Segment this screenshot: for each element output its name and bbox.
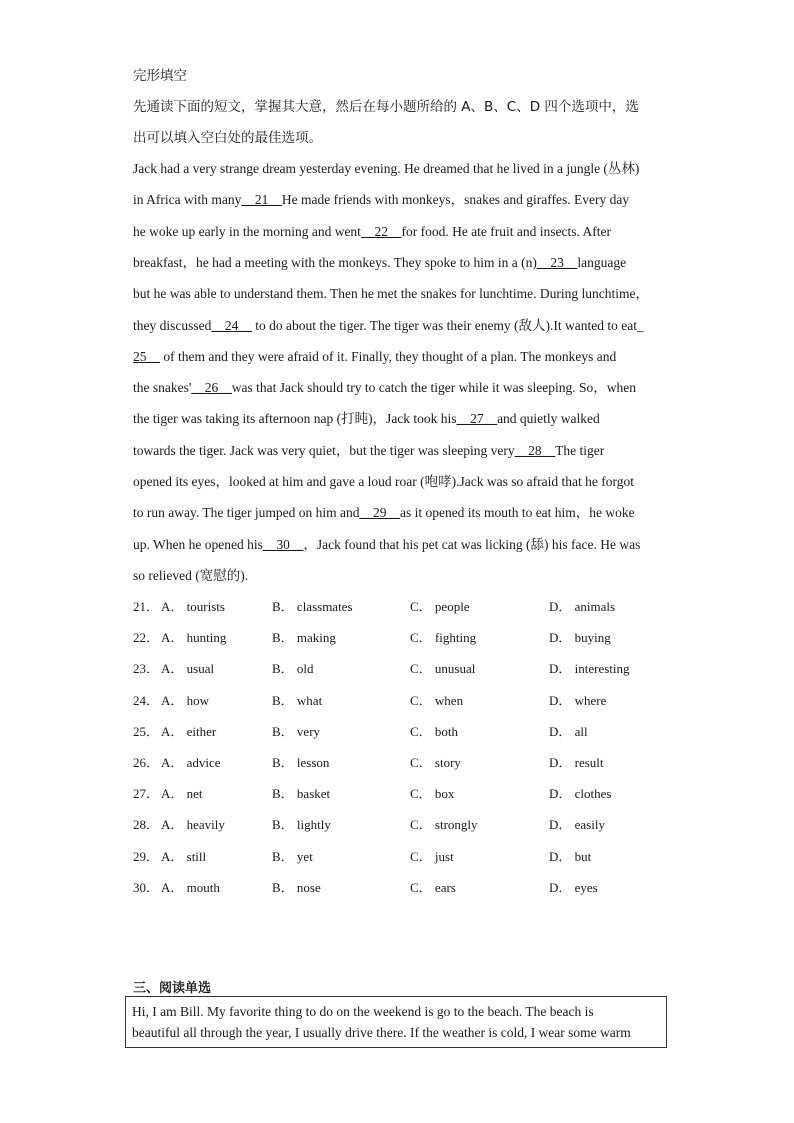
option-d[interactable] [549,816,605,834]
option-text: where [574,693,607,708]
option-a[interactable] [161,629,226,647]
passage-text: to run away. The tiger jumped on him and [133,505,360,520]
option-text: old [296,661,314,676]
reading-passage-box [125,996,667,1048]
question-number: 23． [133,661,160,676]
option-b[interactable] [272,754,329,772]
option-letter: A． [161,817,184,832]
option-text: strongly [434,817,478,832]
passage-text: he woke up early in the morning and went [133,224,361,239]
option-text: result [574,755,604,770]
option-letter: D． [549,724,572,739]
option-text: ears [434,880,456,895]
option-a[interactable] [161,754,221,772]
option-letter: A． [161,880,184,895]
option-d[interactable] [549,692,606,710]
option-letter: C． [410,661,432,676]
option-text: when [434,693,464,708]
option-text: interesting [574,661,630,676]
option-a[interactable] [161,816,225,834]
passage-text: of them and they were afraid of it. Finally, they thought of a plan. The monkeys and [160,349,617,364]
option-text: heavily [186,817,225,832]
option-text: either [186,724,217,739]
option-text: still [186,849,207,864]
option-d[interactable] [549,754,604,772]
answer-blank: __30__ [262,537,304,552]
option-a[interactable] [161,879,220,897]
passage-line [133,223,611,241]
option-text: hunting [186,630,227,645]
option-c[interactable] [410,723,458,741]
option-letter: A． [161,630,184,645]
option-text: yet [296,849,313,864]
option-text: both [434,724,459,739]
option-c[interactable] [410,816,478,834]
question-number: 27． [133,786,160,801]
option-text: just [434,849,454,864]
question-row [133,816,673,834]
passage-line [133,536,640,554]
option-letter: B． [272,693,294,708]
option-a[interactable] [161,723,216,741]
option-letter: D． [549,849,572,864]
option-text: unusual [434,661,476,676]
option-text: fighting [434,630,477,645]
option-text: story [434,755,461,770]
option-letter: B． [272,724,294,739]
option-letter: B． [272,849,294,864]
option-text: eyes [574,880,598,895]
option-text: animals [574,599,616,614]
answer-blank: __21__ [241,192,282,207]
option-text: very [296,724,321,739]
passage-text: to do about the tiger. The tiger was their enemy (敌人).It wanted to eat_ [251,318,644,333]
option-text: usual [186,661,215,676]
option-letter: C． [410,724,432,739]
question-number: 24． [133,693,160,708]
question-number: 21． [133,599,160,614]
option-text: people [434,599,470,614]
option-letter: D． [549,661,572,676]
option-text: advice [186,755,221,770]
option-c[interactable] [410,629,476,647]
answer-blank: __27__ [456,411,498,426]
option-letter: D． [549,630,572,645]
question-row [133,629,673,647]
passage-line [133,285,649,303]
passage-line [133,191,629,209]
option-letter: A． [161,849,184,864]
passage-text: as it opened its mouth to eat him，he woke [399,505,635,520]
option-c[interactable] [410,785,454,803]
option-letter: D． [549,880,572,895]
option-letter: D． [549,817,572,832]
option-text: tourists [186,599,225,614]
passage-text: the snakes' [133,380,192,395]
option-a[interactable] [161,785,203,803]
answer-blank: 25__ [133,349,160,364]
option-d[interactable] [549,848,591,866]
passage-text: up. When he opened his [133,537,263,552]
answer-blank: __22__ [360,224,402,239]
passage-text: ，Jack found that his pet cat was licking (舔) his face. He was [303,537,641,552]
question-row [133,660,673,678]
option-text: easily [574,817,605,832]
passage-text: was that Jack should try to catch the tiger while it was sleeping. So，when [231,380,636,395]
option-b[interactable] [272,785,330,803]
option-b[interactable] [272,723,320,741]
answer-blank: __26__ [191,380,232,395]
option-letter: C． [410,786,432,801]
option-c[interactable] [410,660,475,678]
option-c[interactable] [410,692,463,710]
answer-blank: __23__ [536,255,578,270]
option-letter: A． [161,661,184,676]
passage-text: the tiger was taking its afternoon nap (打盹)，Jack took his [133,411,457,426]
option-letter: B． [272,599,294,614]
option-a[interactable] [161,660,214,678]
option-letter: B． [272,755,294,770]
passage-line [133,254,626,272]
option-text: lesson [296,755,330,770]
option-b[interactable] [272,692,322,710]
option-text: all [574,724,588,739]
passage-line [133,379,636,397]
option-b[interactable] [272,660,314,678]
option-letter: A． [161,786,184,801]
option-c[interactable] [410,598,470,616]
option-b[interactable] [272,598,353,616]
option-letter: C． [410,817,432,832]
question-row [133,785,673,803]
option-letter: C． [410,849,432,864]
option-b[interactable] [272,629,336,647]
option-d[interactable] [549,598,615,616]
option-text: box [434,786,455,801]
question-number: 30． [133,880,160,895]
option-text: basket [296,786,331,801]
option-b[interactable] [272,848,313,866]
option-d[interactable] [549,629,611,647]
option-text: mouth [186,880,220,895]
instruction-line-2: 出可以填入空白处的最佳选项。 [133,130,322,146]
option-letter: C． [410,630,432,645]
option-letter: C． [410,755,432,770]
question-row [133,598,673,616]
passage-line [133,160,639,178]
passage-text: The tiger [555,443,605,458]
option-c[interactable] [410,848,454,866]
option-text: nose [296,880,321,895]
passage-line [133,317,644,335]
instruction-line-1: 先通读下面的短文，掌握其大意，然后在每小题所给的 A、B、C、D 四个选项中，选 [133,99,639,115]
passage-text: so relieved (宽慰的). [133,568,249,583]
question-number: 25． [133,724,160,739]
option-letter: C． [410,599,432,614]
option-letter: B． [272,786,294,801]
option-d[interactable] [549,723,588,741]
passage-text: they discussed [133,318,212,333]
option-letter: B． [272,661,294,676]
option-a[interactable] [161,692,209,710]
option-letter: A． [161,599,184,614]
option-letter: D． [549,786,572,801]
option-text: buying [574,630,611,645]
option-letter: C． [410,880,432,895]
passage-text: and quietly walked [497,411,600,426]
option-text: clothes [574,786,612,801]
option-a[interactable] [161,598,225,616]
option-text: lightly [296,817,331,832]
option-text: but [574,849,592,864]
option-text: what [296,693,323,708]
option-letter: B． [272,630,294,645]
question-row [133,879,673,897]
option-letter: B． [272,817,294,832]
option-letter: A． [161,724,184,739]
passage-text: language [577,255,627,270]
question-row [133,692,673,710]
passage-text: towards the tiger. Jack was very quiet，but the tiger was sleeping very [133,443,515,458]
reading-line-2: beautiful all through the year, I usually drive there. If the weather is cold, I wear some warm [132,1025,631,1040]
option-letter: A． [161,755,184,770]
option-letter: D． [549,599,572,614]
option-text: net [186,786,203,801]
question-row [133,848,673,866]
option-letter: C． [410,693,432,708]
option-letter: D． [549,755,572,770]
reading-line-1: Hi, I am Bill. My favorite thing to do on the weekend is go to the beach. The beach is [132,1004,594,1019]
option-text: making [296,630,336,645]
option-a[interactable] [161,848,206,866]
option-d[interactable] [549,785,611,803]
passage-text: opened its eyes，looked at him and gave a loud roar (咆哮).Jack was so afraid that he forgot [133,474,634,489]
question-row [133,723,673,741]
question-number: 26． [133,755,160,770]
passage-text: He made friends with monkeys，snakes and giraffes. Every day [281,192,630,207]
section-title-cloze: 完形填空 [133,68,187,84]
passage-text: but he was able to understand them. Then he met the snakes for lunchtime. During lunchtime， [133,286,649,301]
passage-text: breakfast，he had a meeting with the monkeys. They spoke to him in a (n) [133,255,537,270]
question-row [133,754,673,772]
passage-line [133,504,635,522]
option-b[interactable] [272,879,321,897]
option-c[interactable] [410,879,456,897]
option-text: how [186,693,210,708]
option-text: classmates [296,599,353,614]
passage-line [133,348,616,366]
question-number: 28． [133,817,160,832]
passage-line [133,410,600,428]
answer-blank: __24__ [211,318,252,333]
passage-line [133,473,634,491]
option-d[interactable] [549,660,630,678]
option-letter: B． [272,880,294,895]
option-letter: D． [549,693,572,708]
passage-text: in Africa with many [133,192,242,207]
option-b[interactable] [272,816,331,834]
answer-blank: __29__ [359,505,400,520]
passage-line [133,442,604,460]
question-number: 22． [133,630,160,645]
option-letter: A． [161,693,184,708]
question-number: 29． [133,849,160,864]
passage-text: for food. He ate fruit and insects. After [401,224,612,239]
passage-text: Jack had a very strange dream yesterday evening. He dreamed that he lived in a jungle (丛林) [133,161,640,176]
option-c[interactable] [410,754,461,772]
answer-blank: __28__ [514,443,556,458]
passage-line [133,567,248,585]
option-d[interactable] [549,879,598,897]
section-title-reading: 三、阅读单选 [133,981,212,996]
